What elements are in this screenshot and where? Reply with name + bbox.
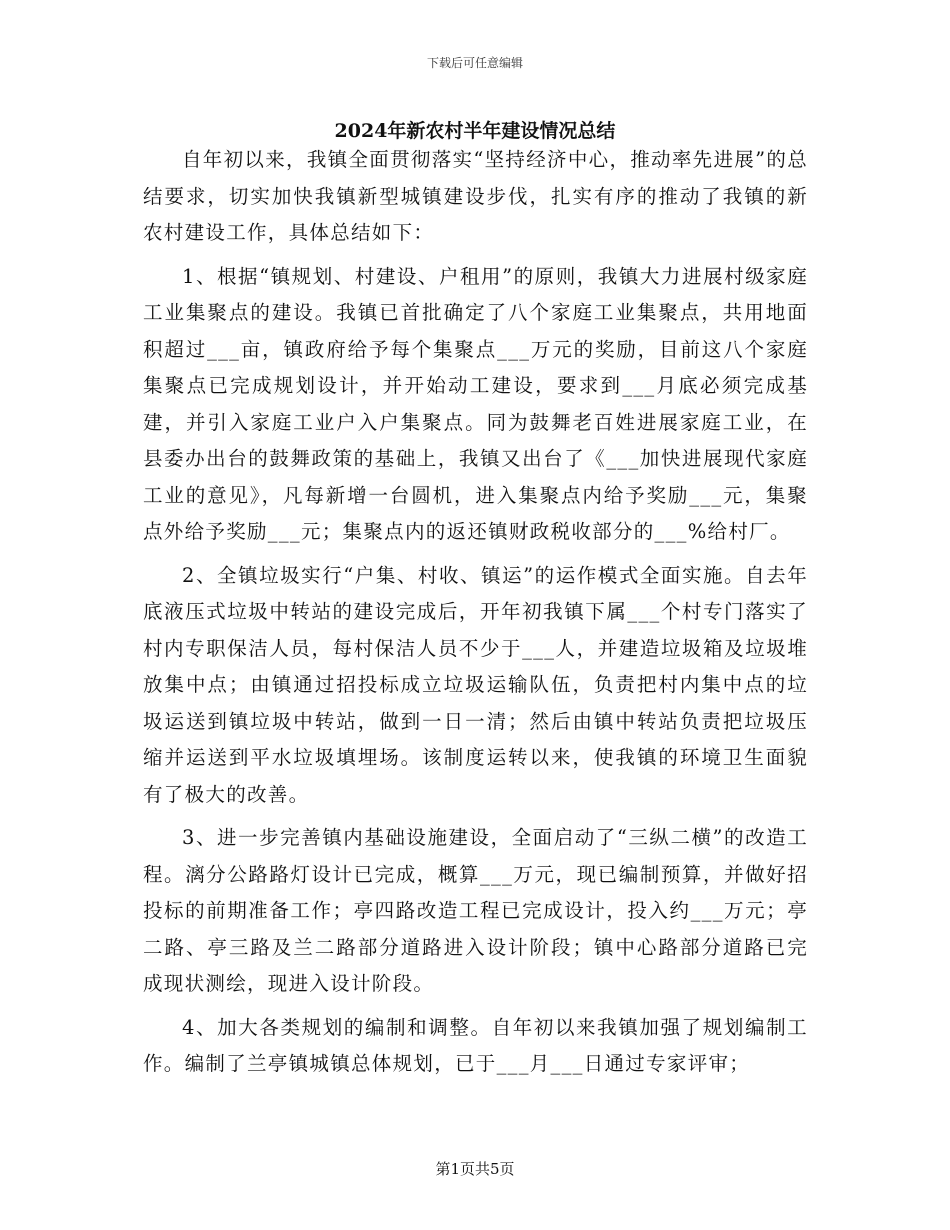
document-body <box>143 142 808 1090</box>
header-note: 下载后可任意编辑 <box>426 56 523 70</box>
paragraph-2: 2、全镇垃圾实行“户集、村收、镇运”的运作模式全面实施。自去年底液压式垃圾中转站的建设完成后，开年初我镇下属___个村专门落实了村内专职保洁人员，每村保洁人员不少于___人，并建造垃圾箱及垃圾堆放集中点；由镇通过招投标成立垃圾运输队伍，负责把村内集中点的垃圾运送到镇垃圾中转站，做到一日一清；然后由镇中转站负责把垃圾压缩并运送到平水垃圾填埋场。该制度运转以来，使我镇的环境卫生面貌有了极大的改善。 <box>143 563 808 806</box>
paragraph-intro: 自年初以来，我镇全面贯彻落实“坚持经济中心，推动率先进展”的总结要求，切实加快我镇新型城镇建设步伐，扎实有序的推动了我镇的新农村建设工作，具体总结如下： <box>143 148 808 244</box>
page-number: 第1页共5页 <box>435 1160 515 1178</box>
paragraph-1: 1、根据“镇规划、村建设、户租用”的原则，我镇大力进展村级家庭工业集聚点的建设。我镇已首批确定了八个家庭工业集聚点，共用地面积超过___亩，镇政府给予每个集聚点___万元的奖励，目前这八个家庭集聚点已完成规划设计，并开始动工建设，要求到___月底必须完成基建，并引入家庭工业户入户集聚点。同为鼓舞老百姓进展家庭工业，在县委办出台的鼓舞政策的基础上，我镇又出台了《___加快进展现代家庭工业的意见》，凡每新增一台圆机，进入集聚点内给予奖励___元，集聚点外给予奖励___元；集聚点内的返还镇财政税收部分的___%给村厂。 <box>143 264 808 543</box>
paragraph-4: 4、加大各类规划的编制和调整。自年初以来我镇加强了规划编制工作。编制了兰亭镇城镇总体规划，已于___月___日通过专家评审； <box>143 1015 808 1075</box>
page-title: 2024年新农村半年建设情况总结 <box>334 120 616 142</box>
paragraph-3: 3、进一步完善镇内基础设施建设，全面启动了“三纵二横”的改造工程。漓分公路路灯设计已完成，概算___万元，现已编制预算，并做好招投标的前期准备工作；亭四路改造工程已完成设计，投入约___万元；亭二路、亭三路及兰二路部分道路进入设计阶段；镇中心路部分道路已完成现状测绘，现进入设计阶段。 <box>143 826 808 995</box>
